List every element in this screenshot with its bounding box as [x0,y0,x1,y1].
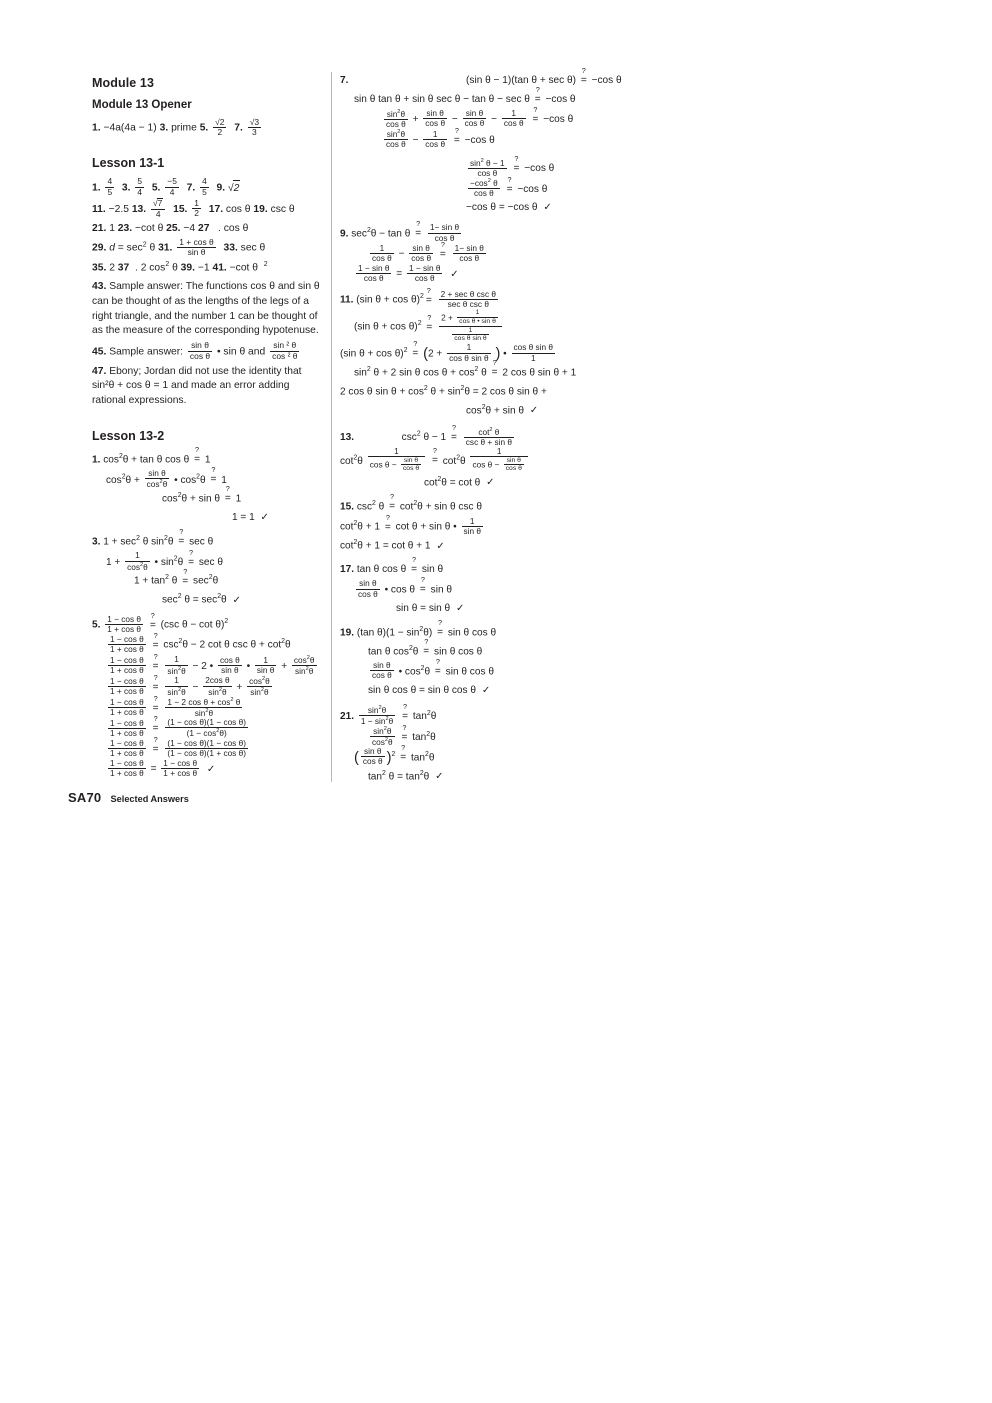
answer-number-3: 3. [159,122,169,134]
work-line: sin θ cos θ = sin θ cos θ ✓ [368,684,491,696]
work-line: $\frac{\sin^2\theta}{\cos^2\theta}$ ? = $\tan^2\theta$ [340,727,920,748]
column-divider [331,72,332,782]
problem-7-label: 7. [340,75,349,86]
work-line: sin θ tan θ + sin θ sec θ − tan θ − sec θ ? = −cos θ [340,91,920,110]
work-line: $\tan^2 \theta = \tan^2\theta$ ✓ [368,769,444,783]
work-line: $\frac{1}{\text{cos θ}}$ − $\frac{\text{sin θ}}{\text{cos θ}}$ ? = $\frac{\text{1− sin θ}}{\text{cos θ}}$ [340,244,920,264]
answer-number-7: 7. [234,122,243,134]
lesson-13-1-heading: Lesson 13-1 [92,155,165,170]
work-line: 2 cos θ $\sin \theta + \cos^2 \theta + \sin^2\theta = 2$ cos θ sin θ + [340,384,547,398]
answer-number-5: 5. [199,122,209,134]
answer-43-number: 43. [92,281,107,293]
work-line: $\cot^2\theta$ 1 cos θ − $\frac{\text{sin θ}}{\text{cos θ}}$ ? = $\cot^2\theta$ 1 cos θ − $\frac{\text{sin θ}}{\text{cos θ}}$ [340,448,920,474]
work-line: 17. tan θ cos θ ? = sin θ [340,561,920,580]
work-line: 7. (sin θ − 1)(tan θ + sec θ) ? = −cos θ [340,72,920,91]
work-line: $\frac{\text{1 − cos θ}}{\text{1 + cos θ}}$ ? = $\csc^2\theta - 2$ cot θ $\csc \theta + \cot^2\theta$ [92,635,322,655]
work-line: $\frac{\text{1 − cos θ}}{\text{1 + cos θ}}$ ? = $\frac{\text{(1 − cos θ)(1 − cos θ)}}{\text{(1 − cos θ)(1 + cos θ)}}$ [92,739,322,759]
work-line: −cos θ = −cos θ ✓ [466,202,552,214]
problem-17-work [340,561,920,618]
left-column [92,76,322,784]
page-number: SA70 [68,790,102,805]
work-line: 13. $\csc^2 \theta - 1$ ? = $\frac{\cot^2 \theta}{\text{csc θ + sin θ}}$ [340,427,920,447]
answer-45-fraction-1: $\frac{\text{sin θ}}{\text{cos θ}}$ [189,340,211,361]
problem-11-label: 11. [340,294,354,306]
work-line: $\frac{-\cos^2 \theta}{\text{cos θ}}$ ? = −cos θ [340,179,920,199]
work-line: $\sin^2 \theta + 2$ sin θ $\cos \theta + \cos^2 \theta$ ? = 2 cos θ sin θ + 1 [340,364,920,383]
work-line: 9. $\sec^2\theta - \tan \theta$ ? = $\frac{\text{1− sin θ}}{\text{cos θ}}$ [340,224,920,244]
work-line: 3. $1 + \sec^2 \theta$ $\sin^2\theta$ ? = sec θ [92,533,322,552]
work-line: (sin θ + cos θ)$^2$ ? = (2 + $\frac{1}{\text{cos θ sin θ}}$ ) • $\frac{\text{cos θ sin θ}}{1}$ [340,344,920,364]
lesson-13-1-answers-row-3: 21. 1 23. −cot θ 25. −4 27 . cos θ [92,222,249,234]
work-line: $\frac{\text{1 − cos θ}}{\text{1 + cos θ}}$ ? = $\frac{1 - 2 \cos \theta + \cos^2 \theta}{\sin^2\theta}$ [92,698,322,719]
fraction-denominator: 3 [248,127,261,137]
right-column [340,72,920,792]
work-line: $\cos^2\theta$ + $\frac{\text{sin θ}}{\cos^2\theta}$ • $\cos^2\theta$ ? = 1 [92,470,322,490]
problem-13-label: 13. [340,431,355,443]
work-line: (sin θ + cos θ)$^2$ ? = 2 + $\frac{1}{\text{cos θ • sin θ}}$ $\frac{1}{\text{cos θ sin θ}}$ [340,310,920,343]
answer-45-number: 45. [92,346,107,358]
problem-5-work [92,615,322,779]
answer-value-5 [213,118,226,138]
problem-17-label: 17. [340,564,355,576]
work-line: $\frac{\text{1 − cos θ}}{\text{1 + cos θ}}$ ? = $\frac{1}{\sin^2\theta}$ − $\frac{\text{2cos θ}}{\sin^2\theta}$ + $\frac{\cos^2\theta}{\sin^2\theta}$ [92,677,322,698]
problem-1-work [92,451,322,528]
work-line: tan θ $\cos^2\theta$ ? = sin θ cos θ [340,643,920,662]
answer-43-text: Sample answer: The functions cos θ and sin θ can be thought of as the lengths of the legs of a right triangle, and the number 1 can be thought of as the measure of the corresponding hypotenuse. [92,281,320,337]
work-line: $\cot^2\theta + 1$ ? = cot θ + sin θ • $\frac{1}{\text{sin θ}}$ [340,517,920,537]
answer-43 [92,280,322,338]
problem-3-work [92,533,322,611]
page-footer [68,790,189,805]
problem-11-work [340,290,920,421]
work-line: 21. $\frac{\sin^2\theta}{1 - \sin^2\theta}$ ? = $\tan^2\theta$ [340,706,920,727]
work-line: $\frac{\sin^2 \theta - 1}{\text{cos θ}}$ ? = −cos θ [340,158,920,178]
answer-value-3: prime [171,122,197,134]
answer-number-1: 1. [92,122,101,134]
fraction-numerator: √2 [215,116,225,127]
fraction-numerator: √3 [249,116,260,127]
work-line: $\frac{\text{1 − cos θ}}{\text{1 + cos θ}}$ ? = $\frac{1}{\sin^2\theta}$ − 2 • $\frac{\text{cos θ}}{\text{sin θ}}$ • $\frac{1}{\text{sin θ}}$ + $\frac{\cos^2\theta}{\sin^2\theta}$ [92,656,322,677]
lesson-13-2-heading: Lesson 13-2 [92,428,165,443]
problem-21-label: 21. [340,710,355,722]
lesson-13-1-answers-row-2: 11. −2.5 13. $\frac{√7}{4}$ 15. $\frac{1}{2}$ 17. cos θ 19. csc θ [92,197,295,219]
opener-answers [92,118,322,138]
lesson-13-1-answers-row-1: 1. $\frac{4}{5}$ 3. $\frac{5}{4}$ 5. $\frac{-5}{4}$ 7. $\frac{4}{5}$ 9. √2 [92,176,240,197]
answer-value-1: −4a(4a − 1) [103,122,157,134]
answer-45-text-b: • sin θ and [216,346,266,358]
module-heading: Module 13 [92,76,155,90]
work-line: $\cot^2\theta + 1 = \cot \theta + 1$ ✓ [340,539,445,552]
lesson-13-1-answers-row-4: 29. $d = \sec^2 \theta$ 31. $\frac{\text{1 + cos θ}}{\text{sin θ}}$ 33. sec θ [92,236,266,258]
answer-47 [92,365,322,409]
work-line: 1 = 1 ✓ [232,512,270,524]
problem-13-work [340,427,920,493]
work-line: $\cot^2\theta = \cot \theta$ ✓ [424,476,495,489]
fraction-denominator: 2 [213,127,226,137]
work-line: 1. $\cos^2\theta + \tan \theta$ cos θ ? = 1 [92,451,322,470]
work-line: sin θ = sin θ ✓ [396,602,465,614]
work-line: $\cos^2\theta + \sin \theta$ ✓ [466,404,539,417]
module-opener-heading: Module 13 Opener [92,99,192,111]
work-line: $\sec^2 \theta = \sec^2\theta$ ✓ [162,593,241,606]
work-line: $\cos^2\theta + \sin \theta$ ? = 1 [92,490,322,509]
work-line: 19. (tan $\theta)(1 - \sin^2\theta)$ ? = sin θ cos θ [340,624,920,643]
answer-47-number: 47. [92,365,107,377]
footer-label: Selected Answers [110,794,189,804]
work-line: $\frac{\text{sin θ}}{\text{cos θ}}$ • cos θ ? = sin θ [340,580,920,600]
work-line: 5. $\frac{\text{1 − cos θ}}{\text{1 + cos θ}}$ ? = (csc θ − cot θ)$^2$ [92,615,322,635]
work-line: 1 + $\frac{1}{\cos^2\theta}$ • $\sin^2\theta$ ? = sec θ [92,552,322,572]
work-line: $\frac{\sin^2\theta}{\text{cos θ}}$ + $\frac{\text{sin θ}}{\text{cos θ}}$ − $\frac{\text{sin θ}}{\text{cos θ}}$ − $\frac{1}{\text{cos θ}}$ ? = −cos θ [340,109,920,129]
work-line: $\frac{\text{1 − sin θ}}{\text{cos θ}}$ = $\frac{\text{1 − sin θ}}{\text{cos θ}}$ ✓ [358,263,459,283]
answer-47-text: Ebony; Jordan did not use the identity that sin²θ + cos θ = 1 and made an error adding rational expressions. [92,365,302,406]
problem-19-label: 19. [340,627,355,639]
work-line: $1 + \tan^2 \theta$ ? = $\sec^2\theta$ [92,572,322,591]
work-line: $\frac{\text{1 − cos θ}}{\text{1 + cos θ}}$ ? = $\frac{\text{(1 − cos θ)(1 − cos θ)}}{(1 - \cos^2\theta)}$ [92,719,322,739]
work-line: $\frac{\text{1 − cos θ}}{\text{1 + cos θ}}$ = $\frac{\text{1 − cos θ}}{\text{1 + cos θ}}$ ✓ [110,758,216,779]
problem-7-work [340,72,920,218]
answer-value-7 [248,118,261,138]
problem-9-work [340,224,920,284]
work-line: 15. $\csc^2 \theta$ ? = $\cot^2\theta + \sin \theta$ csc θ [340,498,920,517]
answer-45-fraction-2: $\frac{\text{sin ² θ}}{\text{cos ² θ}}$ [272,340,298,361]
answer-45 [92,342,322,362]
problem-15-label: 15. [340,501,355,513]
work-line: 11. (sin θ + cos θ)$^2$ ? = $\frac{\text{2 + sec θ csc θ}}{\text{sec θ csc θ}}$ [340,290,920,310]
work-line: ( $\frac{\text{sin θ}}{\text{cos θ}}$ )$^2$ ? = $\tan^2\theta$ [340,748,920,768]
problem-9-label: 9. [340,228,349,240]
work-line: $\frac{\sin^2\theta}{\text{cos θ}}$ − $\frac{1}{\text{cos θ}}$ ? = −cos θ [340,130,920,150]
problem-21-work [340,706,920,787]
answer-45-text-a: Sample answer: [109,346,184,358]
lesson-13-1-answers-row-5: 35. 2 37 . 2 $\cos^2 \theta$ 39. −1 41. −cot θ $^2$ [92,261,268,274]
problem-19-work [340,624,920,701]
problem-15-work [340,498,920,556]
work-line: $\frac{\text{sin θ}}{\text{cos θ}}$ • $\cos^2\theta$ ? = sin θ cos θ [340,662,920,682]
